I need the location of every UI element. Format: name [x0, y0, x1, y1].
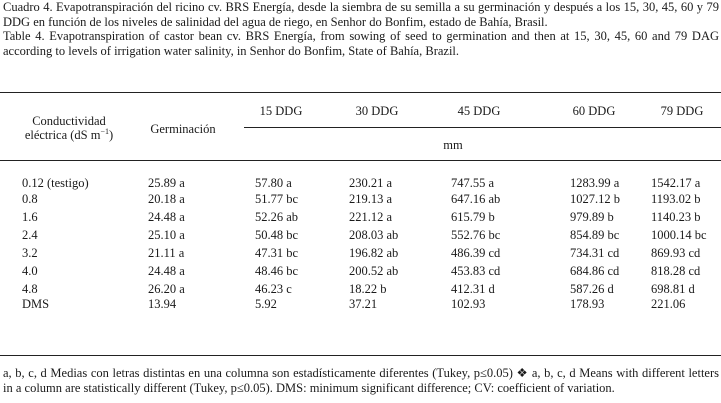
table-caption [3, 0, 719, 58]
table-cell: 52.26 ab [255, 210, 299, 224]
table-cell: 51.77 bc [255, 192, 299, 206]
caption-spanish: Cuadro 4. Evapotranspiración del ricino cv. BRS Energía, desde la siembra de su semilla a su germinación y después a los 15, 30, 45, 60 y 79 DDG en función de los niveles de salinidad del agua de riego, en Senhor do Bonfim, estado de Bahía, Brasil. [3, 0, 719, 29]
table-cell: 552.76 bc [451, 228, 501, 242]
table-cell: 1.6 [22, 210, 38, 224]
caption-english: Table 4. Evapotranspiration of castor bean cv. BRS Energía, from sowing of seed to germination and then at 15, 30, 45, 60 and 79 DAG according to levels of irrigation water salinity, in Senhor do Bonfim, State of Bahía, Brazil. [3, 29, 719, 58]
table-cell: 47.31 bc [255, 246, 299, 260]
header-conductivity-close: ) [109, 128, 114, 142]
table-cell: 2.4 [22, 228, 38, 242]
table-cell: 1542.17 a [651, 176, 701, 190]
table-cell: 1140.23 b [651, 210, 701, 224]
header-col-15: 15 DDG [259, 104, 303, 118]
header-col-60: 60 DDG [572, 104, 616, 118]
table-cell: 57.80 a [255, 176, 292, 190]
table-cell: 4.0 [22, 264, 38, 278]
table-cell: 3.2 [22, 246, 38, 260]
table-row [0, 228, 721, 243]
table-cell: 1000.14 bc [651, 228, 707, 242]
header-conductivity-exponent: −1 [100, 126, 109, 136]
table-cell: 196.82 ab [349, 246, 399, 260]
table-cell: 647.16 ab [451, 192, 501, 206]
unit-rule [244, 127, 721, 128]
table-cell: DMS [22, 297, 50, 311]
table-cell: 24.48 a [148, 210, 185, 224]
table-row [0, 246, 721, 261]
table-cell: 412.31 d [451, 282, 495, 296]
table-row [0, 176, 721, 191]
table-cell: 615.79 b [451, 210, 495, 224]
table-cell: 0.8 [22, 192, 38, 206]
table-row [0, 192, 721, 207]
table-cell: 221.06 [651, 297, 686, 311]
table-cell: 1027.12 b [570, 192, 620, 206]
table-cell: 25.10 a [148, 228, 185, 242]
bottom-rule [0, 355, 721, 356]
table-cell: 818.28 cd [651, 264, 701, 278]
table-cell: 200.52 ab [349, 264, 399, 278]
table-cell: 18.22 b [349, 282, 387, 296]
table-cell: 869.93 cd [651, 246, 701, 260]
table-footnote: a, b, c, d Medias con letras distintas en una columna son estadísticamente diferentes (Tukey, p≤0.05) ❖ a, b, c, d Means with different letters in a column are statistically different (Tukey, p≤0.05). DMS: minimum significant difference; CV: coefficient of variation. [3, 366, 719, 395]
header-conductivity [14, 114, 124, 142]
table-row [0, 282, 721, 297]
header-col-45: 45 DDG [457, 104, 501, 118]
table-cell: 48.46 bc [255, 264, 299, 278]
table-cell: 46.23 c [255, 282, 292, 296]
table-cell: 486.39 cd [451, 246, 501, 260]
table-cell: 219.13 a [349, 192, 393, 206]
table-cell: 20.18 a [148, 192, 185, 206]
table-cell: 587.26 d [570, 282, 614, 296]
header-germination: Germinación [150, 122, 216, 136]
table-cell: 25.89 a [148, 176, 185, 190]
table-cell: 734.31 cd [570, 246, 620, 260]
header-conductivity-line2 [14, 128, 124, 142]
table-row [0, 264, 721, 279]
header-unit: mm [443, 138, 463, 152]
table-cell: 230.21 a [349, 176, 393, 190]
table-cell: 21.11 a [148, 246, 185, 260]
table-cell: 24.48 a [148, 264, 185, 278]
header-conductivity-unit: eléctrica (dS m [24, 128, 101, 142]
header-conductivity-line1: Conductividad [32, 114, 106, 128]
table-row [0, 210, 721, 225]
table-cell: 1193.02 b [651, 192, 701, 206]
table-cell: 37.21 [349, 297, 378, 311]
table-cell: 747.55 a [451, 176, 495, 190]
table-cell: 178.93 [570, 297, 605, 311]
table-cell: 979.89 b [570, 210, 614, 224]
header-bottom-rule [0, 160, 721, 161]
header-col-30: 30 DDG [355, 104, 399, 118]
table-row [0, 297, 721, 312]
table-cell: 50.48 bc [255, 228, 299, 242]
table-cell: 0.12 (testigo) [22, 176, 89, 190]
table-cell: 208.03 ab [349, 228, 399, 242]
table-cell: 4.8 [22, 282, 38, 296]
table-cell: 102.93 [451, 297, 486, 311]
table-cell: 221.12 a [349, 210, 393, 224]
table-cell: 684.86 cd [570, 264, 620, 278]
table-cell: 854.89 bc [570, 228, 620, 242]
table-cell: 26.20 a [148, 282, 185, 296]
table-cell: 698.81 d [651, 282, 695, 296]
table-cell: 453.83 cd [451, 264, 501, 278]
table-cell: 5.92 [255, 297, 277, 311]
top-rule [0, 92, 721, 93]
table-cell: 13.94 [148, 297, 177, 311]
header-col-79: 79 DDG [660, 104, 704, 118]
table-cell: 1283.99 a [570, 176, 620, 190]
